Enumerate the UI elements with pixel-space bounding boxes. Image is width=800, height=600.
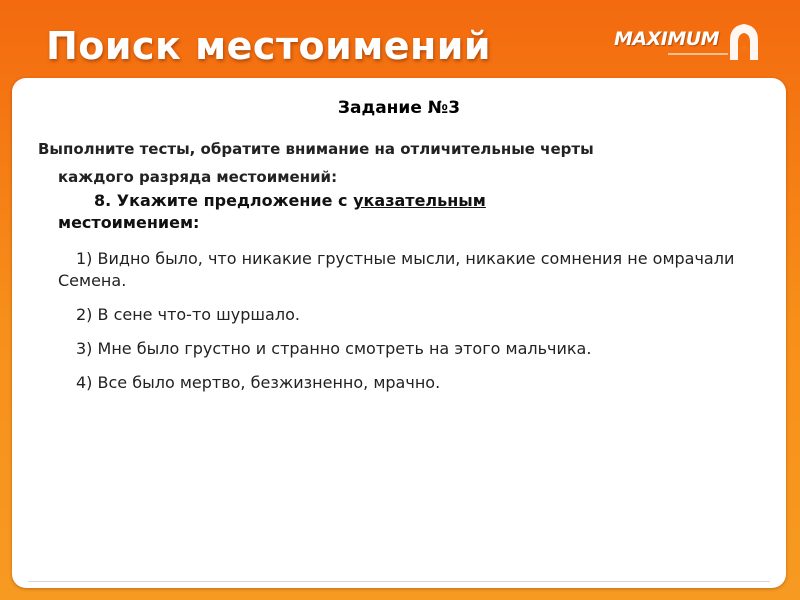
content-panel [12, 78, 786, 588]
instruction-line-1: Выполните тесты, обратите внимание на отличительные черты [38, 140, 594, 158]
question-prefix: 8. Укажите предложение с [94, 191, 354, 210]
answer-option-2[interactable] [58, 304, 774, 326]
logo-tagline-line [668, 53, 728, 55]
question-emphasis: указательным [353, 191, 486, 210]
task-heading: Задание №3 [337, 98, 461, 118]
instruction-text [38, 135, 738, 191]
logo-text: MAXIMUM [614, 28, 720, 50]
answer-option-4[interactable] [58, 372, 774, 394]
panel-divider [28, 581, 770, 582]
slide-title: Поиск местоимений [46, 24, 492, 68]
option-number: 1) [76, 249, 93, 268]
instruction-line-2: каждого разряда местоимений: [58, 168, 338, 186]
option-text: В сене что-то шуршало. [97, 305, 300, 324]
maximum-logo [608, 16, 764, 68]
maximum-logo-mark-icon [726, 20, 762, 64]
answer-option-1[interactable] [58, 248, 774, 292]
option-number: 4) [76, 373, 93, 392]
option-text: Все было мертво, безжизненно, мрачно. [97, 373, 441, 392]
option-number: 2) [76, 305, 93, 324]
question-suffix: местоимением: [58, 213, 200, 232]
option-number: 3) [76, 339, 93, 358]
question-text [58, 190, 758, 234]
option-text: Видно было, что никакие грустные мысли, никакие сомнения не омрачали Семена. [58, 249, 735, 290]
answer-options [58, 248, 774, 406]
option-text: Мне было грустно и странно смотреть на этого мальчика. [97, 339, 592, 358]
answer-option-3[interactable] [58, 338, 774, 360]
